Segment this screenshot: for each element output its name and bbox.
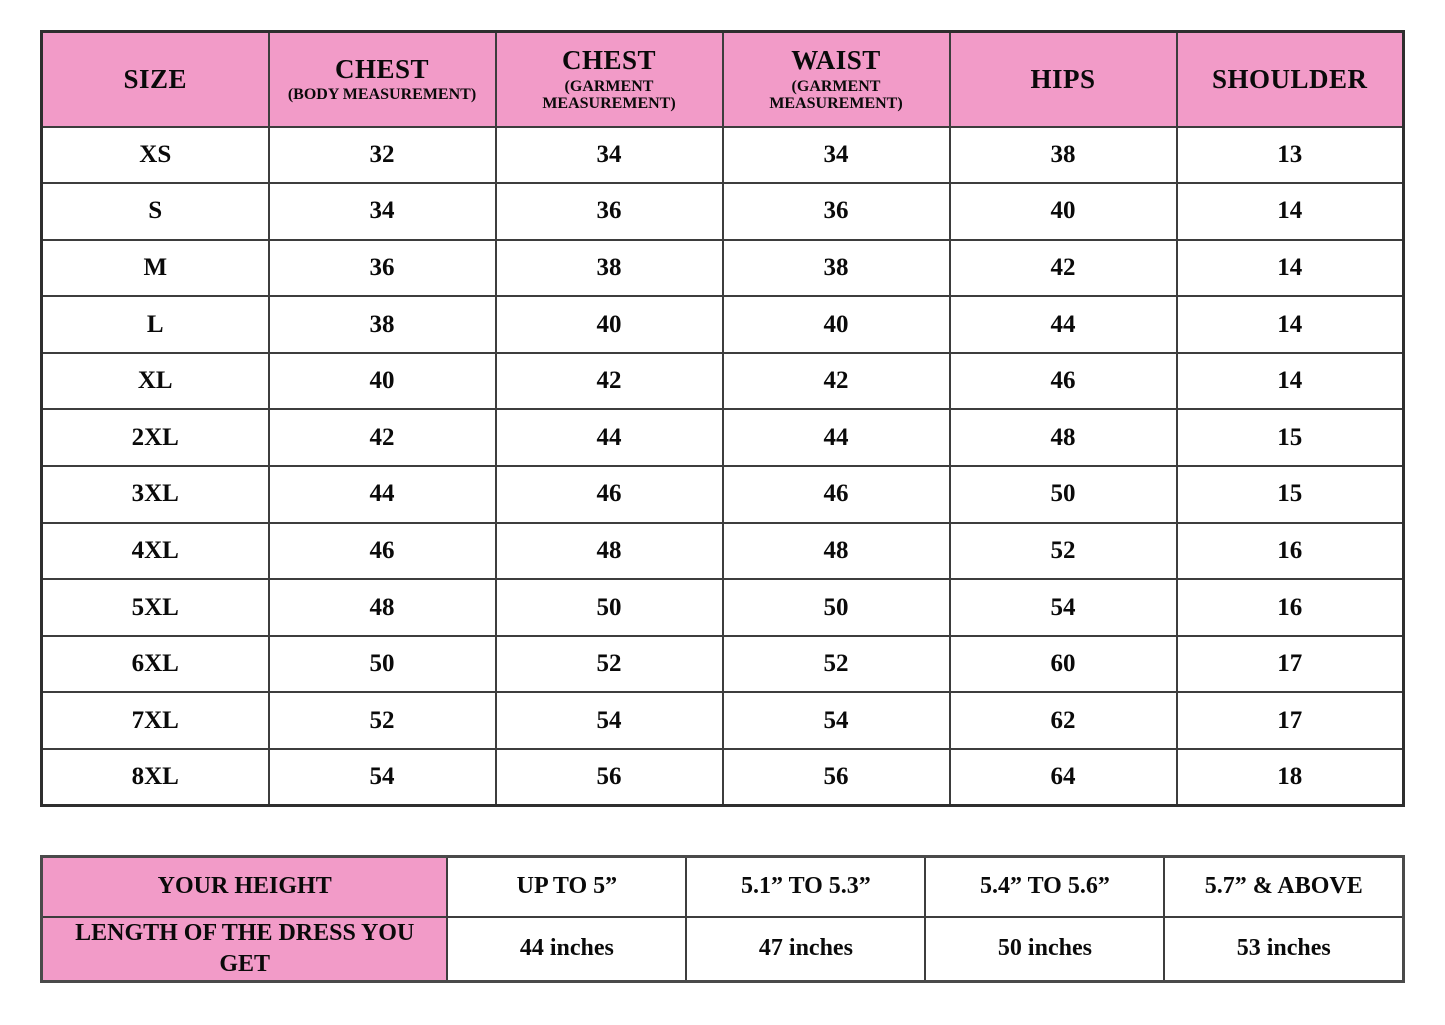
table-row: [42, 917, 1404, 982]
shoulder-cell: 15: [1177, 466, 1404, 523]
chest-body-cell: 48: [269, 579, 496, 636]
hips-cell: 60: [950, 636, 1177, 693]
waist-garment-cell: 46: [723, 466, 950, 523]
column-header-label: CHEST: [561, 45, 657, 76]
height-range-cell: 5.7” & ABOVE: [1164, 857, 1403, 917]
table-row: [42, 466, 1404, 523]
height-row-label: YOUR HEIGHT: [42, 857, 448, 917]
table-row: [42, 636, 1404, 693]
waist-garment-cell: 50: [723, 579, 950, 636]
chest-body-cell: 40: [269, 353, 496, 410]
chest-garment-cell: 34: [496, 127, 723, 184]
size-chart-table: [40, 30, 1405, 807]
size-cell: 5XL: [42, 579, 269, 636]
chest-body-cell: 34: [269, 183, 496, 240]
column-header-hips: [950, 32, 1177, 127]
column-header-shoulder: [1177, 32, 1404, 127]
chest-body-cell: 36: [269, 240, 496, 297]
table-row: [42, 240, 1404, 297]
chest-garment-cell: 36: [496, 183, 723, 240]
chest-garment-cell: 54: [496, 692, 723, 749]
size-cell: S: [42, 183, 269, 240]
shoulder-cell: 17: [1177, 692, 1404, 749]
dress-length-cell: 47 inches: [686, 917, 925, 982]
size-cell: 4XL: [42, 523, 269, 580]
column-header-waist-garment: [723, 32, 950, 127]
size-chart-body: [42, 127, 1404, 806]
header-row: [42, 32, 1404, 127]
column-header-label: SIZE: [123, 63, 188, 94]
hips-cell: 46: [950, 353, 1177, 410]
chest-garment-cell: 44: [496, 409, 723, 466]
column-header-chest-body: [269, 32, 496, 127]
column-header-label: HIPS: [1030, 63, 1096, 94]
table-row: [42, 353, 1404, 410]
height-range-cell: 5.4” TO 5.6”: [925, 857, 1164, 917]
size-chart-header: [42, 32, 1404, 127]
size-cell: 2XL: [42, 409, 269, 466]
shoulder-cell: 14: [1177, 296, 1404, 353]
column-header-size: [42, 32, 269, 127]
chest-garment-cell: 46: [496, 466, 723, 523]
chest-body-cell: 54: [269, 749, 496, 806]
table-row: [42, 409, 1404, 466]
column-header-label: CHEST: [334, 54, 430, 85]
shoulder-cell: 17: [1177, 636, 1404, 693]
shoulder-cell: 14: [1177, 240, 1404, 297]
waist-garment-cell: 54: [723, 692, 950, 749]
table-row: [42, 692, 1404, 749]
hips-cell: 50: [950, 466, 1177, 523]
shoulder-cell: 18: [1177, 749, 1404, 806]
chest-garment-cell: 38: [496, 240, 723, 297]
chest-body-cell: 50: [269, 636, 496, 693]
size-cell: XS: [42, 127, 269, 184]
chest-garment-cell: 52: [496, 636, 723, 693]
shoulder-cell: 14: [1177, 353, 1404, 410]
shoulder-cell: 16: [1177, 523, 1404, 580]
dress-length-cell: 53 inches: [1164, 917, 1403, 982]
hips-cell: 48: [950, 409, 1177, 466]
waist-garment-cell: 42: [723, 353, 950, 410]
dress-length-cell: 44 inches: [447, 917, 686, 982]
chest-garment-cell: 50: [496, 579, 723, 636]
column-header-sublabel: (GARMENT MEASUREMENT): [542, 77, 676, 112]
size-cell: 3XL: [42, 466, 269, 523]
waist-garment-cell: 38: [723, 240, 950, 297]
table-row: [42, 523, 1404, 580]
size-cell: 7XL: [42, 692, 269, 749]
table-row: [42, 579, 1404, 636]
waist-garment-cell: 44: [723, 409, 950, 466]
hips-cell: 38: [950, 127, 1177, 184]
table-row: [42, 296, 1404, 353]
chest-garment-cell: 56: [496, 749, 723, 806]
hips-cell: 40: [950, 183, 1177, 240]
chest-body-cell: 42: [269, 409, 496, 466]
hips-cell: 54: [950, 579, 1177, 636]
hips-cell: 52: [950, 523, 1177, 580]
shoulder-cell: 14: [1177, 183, 1404, 240]
waist-garment-cell: 36: [723, 183, 950, 240]
hips-cell: 62: [950, 692, 1177, 749]
chest-body-cell: 52: [269, 692, 496, 749]
chest-body-cell: 44: [269, 466, 496, 523]
waist-garment-cell: 40: [723, 296, 950, 353]
waist-garment-cell: 48: [723, 523, 950, 580]
size-cell: XL: [42, 353, 269, 410]
height-chart-table: [40, 855, 1405, 983]
size-cell: 6XL: [42, 636, 269, 693]
dress-length-cell: 50 inches: [925, 917, 1164, 982]
hips-cell: 44: [950, 296, 1177, 353]
column-header-label: SHOULDER: [1211, 63, 1368, 94]
dress-length-row-label: LENGTH OF THE DRESS YOU GET: [42, 917, 448, 982]
table-row: [42, 749, 1404, 806]
shoulder-cell: 13: [1177, 127, 1404, 184]
column-header-sublabel: (BODY MEASUREMENT): [287, 86, 477, 104]
waist-garment-cell: 56: [723, 749, 950, 806]
hips-cell: 42: [950, 240, 1177, 297]
column-header-chest-garment: [496, 32, 723, 127]
size-cell: 8XL: [42, 749, 269, 806]
size-cell: M: [42, 240, 269, 297]
waist-garment-cell: 34: [723, 127, 950, 184]
column-header-sublabel: (GARMENT MEASUREMENT): [769, 77, 903, 112]
waist-garment-cell: 52: [723, 636, 950, 693]
column-header-label: WAIST: [791, 45, 881, 76]
height-range-cell: 5.1” TO 5.3”: [686, 857, 925, 917]
table-row: [42, 127, 1404, 184]
shoulder-cell: 15: [1177, 409, 1404, 466]
chest-body-cell: 46: [269, 523, 496, 580]
hips-cell: 64: [950, 749, 1177, 806]
chest-garment-cell: 40: [496, 296, 723, 353]
size-cell: L: [42, 296, 269, 353]
table-row: [42, 183, 1404, 240]
chest-garment-cell: 48: [496, 523, 723, 580]
size-chart-page: [40, 30, 1405, 983]
height-range-cell: UP TO 5”: [447, 857, 686, 917]
chest-garment-cell: 42: [496, 353, 723, 410]
chest-body-cell: 38: [269, 296, 496, 353]
chest-body-cell: 32: [269, 127, 496, 184]
shoulder-cell: 16: [1177, 579, 1404, 636]
table-row: [42, 857, 1404, 917]
